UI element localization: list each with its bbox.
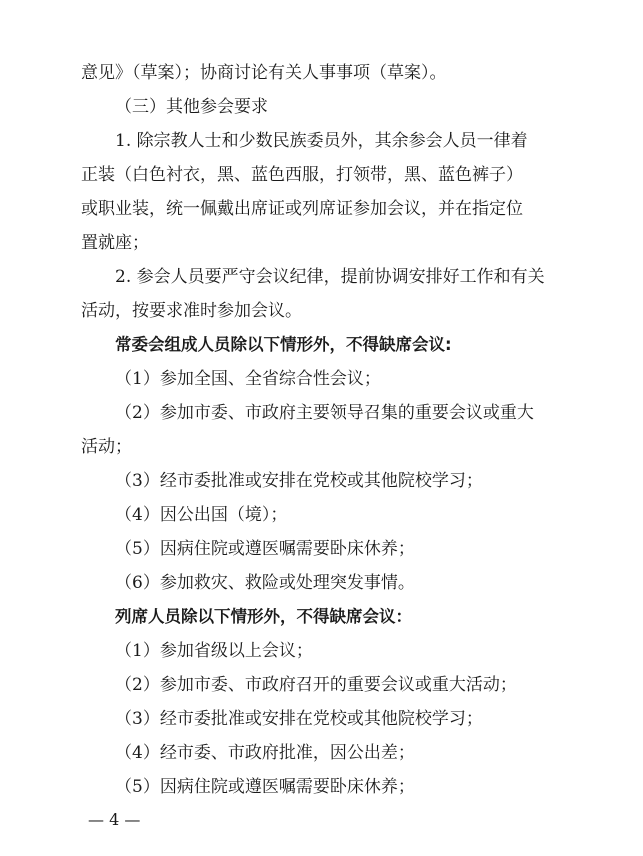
list-item bbox=[115, 704, 563, 734]
list-item-text: （5）因病住院或遵医嘱需要卧床休养； bbox=[115, 777, 415, 797]
paragraph-line bbox=[115, 126, 563, 156]
list-item bbox=[115, 568, 563, 598]
list-item bbox=[115, 364, 563, 394]
list-item-text: （3）经市委批准或安排在党校或其他院校学习； bbox=[115, 471, 483, 491]
line-text: 意见》（草案）；协商讨论有关人事事项（草案）。 bbox=[81, 63, 447, 83]
paragraph-line bbox=[81, 194, 563, 224]
section-heading-text: （三）其他参会要求 bbox=[115, 97, 268, 117]
bold-heading-text: 常委会组成人员除以下情形外，不得缺席会议: bbox=[115, 335, 452, 354]
paragraph-line bbox=[81, 58, 563, 88]
page-number-text: — 4 — bbox=[88, 810, 141, 829]
line-text: 1. 除宗教人士和少数民族委员外，其余参会人员一律着 bbox=[115, 131, 528, 151]
list-item-text: （5）因病住院或遵医嘱需要卧床休养； bbox=[115, 539, 415, 559]
paragraph-line bbox=[81, 160, 563, 190]
line-text: 或职业装，统一佩戴出席证或列席证参加会议，并在指定位 bbox=[81, 199, 523, 219]
list-item-text: （4）经市委、市政府批准，因公出差； bbox=[115, 743, 415, 763]
list-item bbox=[115, 670, 563, 700]
list-item-text: （6）参加救灾、救险或处理突发事情。 bbox=[115, 573, 415, 593]
page-number bbox=[88, 806, 140, 834]
list-item-text: （4）因公出国（境）； bbox=[115, 505, 288, 525]
bold-heading bbox=[115, 330, 563, 360]
list-item bbox=[115, 636, 563, 666]
list-item-text: 活动； bbox=[81, 437, 132, 457]
list-item-text: （1）参加省级以上会议； bbox=[115, 641, 313, 661]
list-item-continuation bbox=[81, 432, 563, 462]
list-item bbox=[115, 466, 563, 496]
section-heading bbox=[115, 92, 563, 122]
line-text: 2. 参会人员要严守会议纪律，提前协调安排好工作和有关 bbox=[115, 267, 545, 287]
paragraph-line bbox=[81, 228, 563, 258]
list-item bbox=[115, 500, 563, 530]
list-item bbox=[115, 772, 563, 802]
paragraph-line bbox=[115, 262, 563, 292]
paragraph-line bbox=[81, 296, 563, 326]
list-item bbox=[115, 534, 563, 564]
line-text: 置就座； bbox=[81, 233, 149, 253]
list-item bbox=[115, 398, 563, 428]
line-text: 正装（白色衬衣，黑、蓝色西服，打领带，黑、蓝色裤子） bbox=[81, 165, 523, 185]
list-item-text: （3）经市委批准或安排在党校或其他院校学习； bbox=[115, 709, 483, 729]
list-item-text: （1）参加全国、全省综合性会议； bbox=[115, 369, 381, 389]
bold-heading bbox=[115, 602, 563, 632]
list-item bbox=[115, 738, 563, 768]
bold-heading-text: 列席人员除以下情形外，不得缺席会议： bbox=[115, 607, 412, 626]
list-item-text: （2）参加市委、市政府召开的重要会议或重大活动； bbox=[115, 675, 517, 695]
list-item-text: （2）参加市委、市政府主要领导召集的重要会议或重大 bbox=[115, 403, 534, 423]
line-text: 活动，按要求准时参加会议。 bbox=[81, 301, 302, 321]
